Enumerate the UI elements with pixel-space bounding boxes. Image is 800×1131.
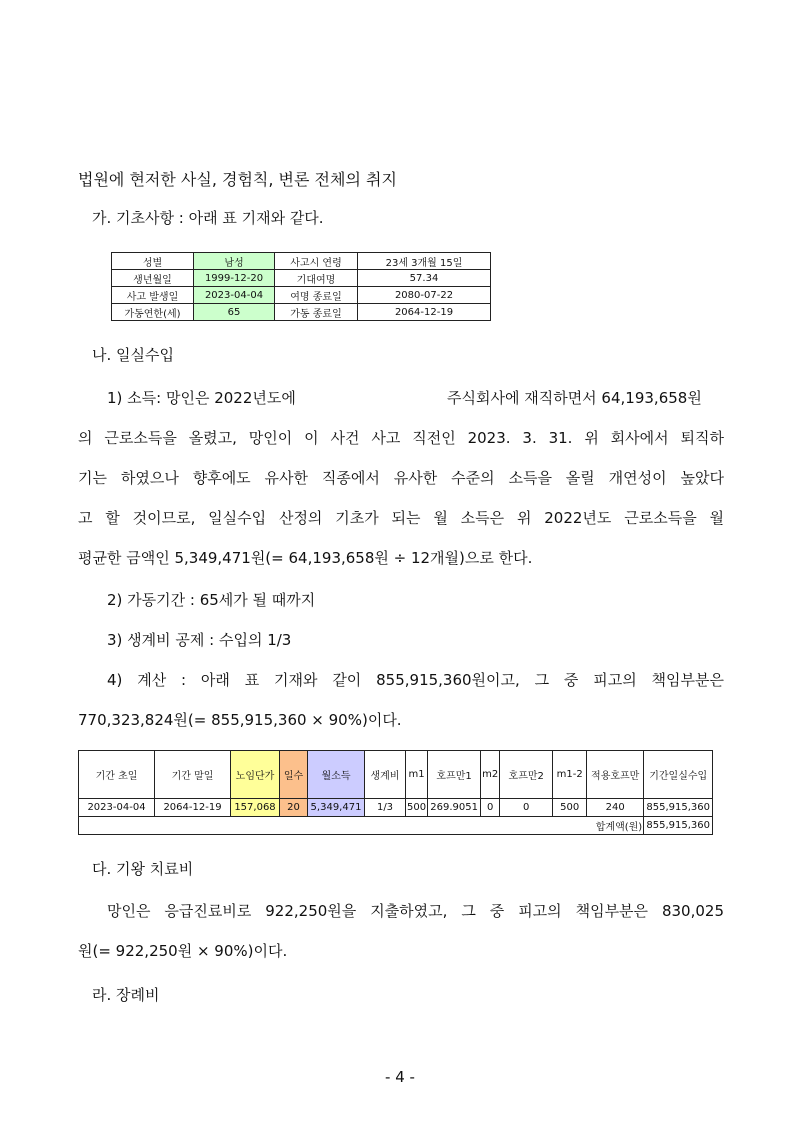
- lost-income-table: [78, 750, 713, 835]
- table-cell: 사고 발생일: [112, 287, 194, 304]
- table-header-row: [79, 751, 713, 799]
- table-header-cell: 적용호프만: [587, 751, 644, 799]
- income-line-2: 의 근로소득을 올렸고, 망인이 이 사건 사고 직전인 2023. 3. 31. 위 회사에서 퇴직하: [78, 429, 724, 447]
- table-cell: 2064-12-19: [358, 304, 491, 321]
- table-header-cell: 기간일실수입: [644, 751, 713, 799]
- section-na-heading: 나. 일실수입: [92, 346, 174, 364]
- table-cell: 1999-12-20: [194, 270, 275, 287]
- section-ra-heading: 라. 장례비: [92, 986, 160, 1004]
- table-header-cell: 월소득: [308, 751, 365, 799]
- table-cell: 20: [280, 799, 308, 817]
- table-header-cell: m1-2: [553, 751, 587, 799]
- table-cell: 855,915,360: [644, 799, 713, 817]
- table-cell: 500: [553, 799, 587, 817]
- table-cell: 사고시 연령: [275, 253, 358, 270]
- table-header-cell: m1: [406, 751, 428, 799]
- table-cell: 여명 종료일: [275, 287, 358, 304]
- table-cell: 2064-12-19: [155, 799, 231, 817]
- page-number: - 4 -: [385, 1068, 415, 1086]
- basic-info-table: [111, 252, 491, 321]
- sum-value: 855,915,360: [644, 817, 713, 835]
- section-ga-heading: 가. 기초사항 : 아래 표 기재와 같다.: [92, 209, 324, 227]
- table-cell: 240: [587, 799, 644, 817]
- table-sum-row: [79, 817, 713, 835]
- table-header-cell: m2: [481, 751, 500, 799]
- table-cell: 57.34: [358, 270, 491, 287]
- table-cell: 기대여명: [275, 270, 358, 287]
- calc-line-1: 4) 계산 : 아래 표 기재와 같이 855,915,360원이고, 그 중 피고의 책임부분은: [107, 671, 724, 689]
- income-line-3: 기는 하였으나 향후에도 유사한 직종에서 유사한 수준의 소득을 올릴 개연성이 높았다: [78, 469, 724, 487]
- table-row: [112, 253, 491, 270]
- table-cell: 269.9051: [428, 799, 481, 817]
- living-cost-text: 3) 생계비 공제 : 수입의 1/3: [107, 631, 292, 649]
- table-cell: 157,068: [231, 799, 280, 817]
- table-cell: 65: [194, 304, 275, 321]
- table-header-cell: 생계비: [365, 751, 406, 799]
- table-header-cell: 일수: [280, 751, 308, 799]
- table-cell: 남성: [194, 253, 275, 270]
- table-cell: 0: [481, 799, 500, 817]
- table-cell: 가동연한(세): [112, 304, 194, 321]
- table-header-cell: 호프만1: [428, 751, 481, 799]
- table-cell: 1/3: [365, 799, 406, 817]
- table-cell: 2023-04-04: [79, 799, 155, 817]
- income-line-4: 고 할 것이므로, 일실수입 산정의 기초가 되는 월 소득은 위 2022년도 근로소득을 월: [78, 509, 724, 527]
- table-cell: 성별: [112, 253, 194, 270]
- table-cell: 2023-04-04: [194, 287, 275, 304]
- section-da-heading: 다. 기왕 치료비: [92, 860, 194, 878]
- table-cell: 가동 종료일: [275, 304, 358, 321]
- table-header-cell: 호프만2: [500, 751, 553, 799]
- income-line-1a: 1) 소득: 망인은 2022년도에: [107, 389, 296, 407]
- intro-text: 법원에 현저한 사실, 경험칙, 변론 전체의 취지: [78, 170, 397, 189]
- table-row: [112, 304, 491, 321]
- table-header-cell: 기간 말일: [155, 751, 231, 799]
- table-cell: 0: [500, 799, 553, 817]
- medical-line-1: 망인은 응급진료비로 922,250원을 지출하였고, 그 중 피고의 책임부분은 830,025: [107, 902, 724, 920]
- table-row: [112, 270, 491, 287]
- table-cell: 2080-07-22: [358, 287, 491, 304]
- table-cell: 500: [406, 799, 428, 817]
- table-cell: 생년월일: [112, 270, 194, 287]
- table-cell: 5,349,471: [308, 799, 365, 817]
- income-line-1b: 주식회사에 재직하면서 64,193,658원: [447, 389, 702, 407]
- sum-label: 합계액(원): [79, 817, 644, 835]
- medical-line-2: 원(= 922,250원 × 90%)이다.: [78, 942, 288, 960]
- income-line-5: 평균한 금액인 5,349,471원(= 64,193,658원 ÷ 12개월)으로 한다.: [78, 549, 533, 567]
- work-period-text: 2) 가동기간 : 65세가 될 때까지: [107, 591, 316, 609]
- table-header-cell: 기간 초일: [79, 751, 155, 799]
- calc-line-2: 770,323,824원(= 855,915,360 × 90%)이다.: [78, 711, 402, 729]
- table-row: [112, 287, 491, 304]
- table-header-cell: 노임단가: [231, 751, 280, 799]
- table-row: [79, 799, 713, 817]
- table-cell: 23세 3개월 15일: [358, 253, 491, 270]
